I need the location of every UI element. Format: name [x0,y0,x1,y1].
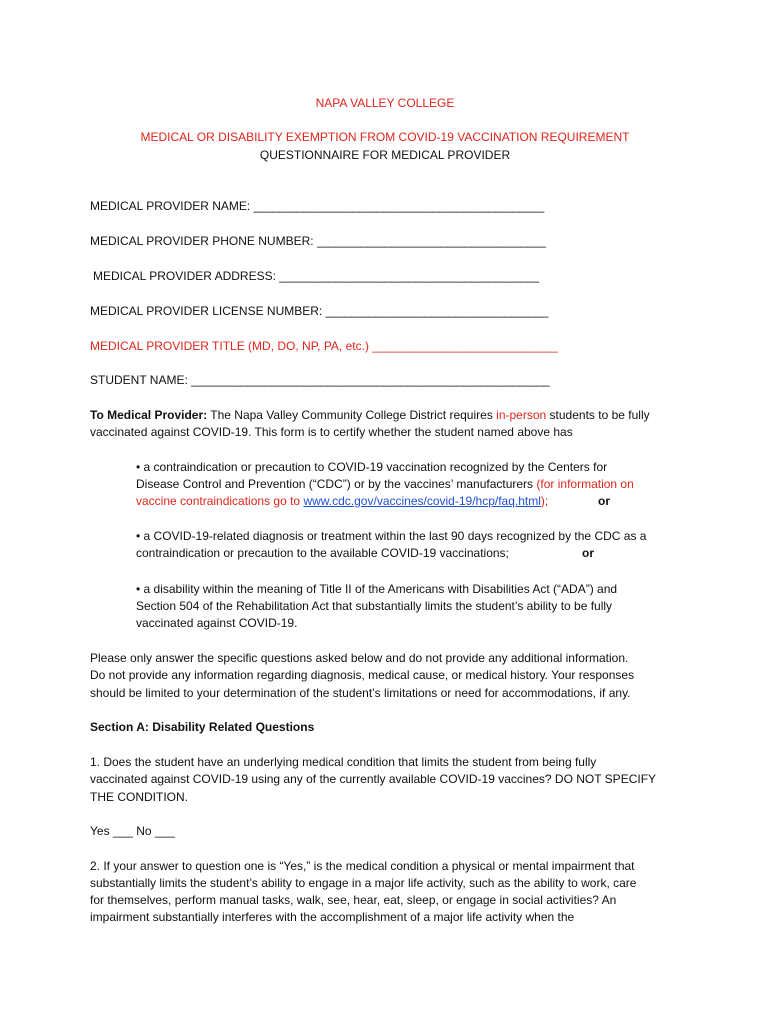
question-2-line-4: impairment substantially interferes with the accomplishment of a major life activity when the [90,910,575,924]
field-label: MEDICAL PROVIDER ADDRESS: [93,269,276,283]
question-1-line-1: 1. Does the student have an underlying medical condition that limits the student from being fully [90,755,597,769]
field-label: MEDICAL PROVIDER NAME: [90,199,251,213]
fill-line: ______________________________ [372,339,558,353]
field-label: MEDICAL PROVIDER PHONE NUMBER: [90,234,314,248]
field-provider-address[interactable] [93,269,539,283]
cdc-faq-link[interactable]: www.cdc.gov/vaccines/covid-19/hcp/faq.html [303,494,541,508]
field-provider-title[interactable] [90,339,558,353]
bullet-2-or: or [582,546,594,560]
field-student-name[interactable] [90,373,549,387]
bullet-3-line-3: vaccinated against COVID-19. [136,616,298,630]
bullet-2-line-2: contraindication or precaution to the available COVID-19 vaccinations; [136,546,509,560]
fill-line: _______________________________________________ [253,199,544,213]
form-subtitle: QUESTIONNAIRE FOR MEDICAL PROVIDER [259,148,511,162]
bullet-1-line-2: Disease Control and Prevention (“CDC”) or by the vaccines’ manufacturers (for information on [136,477,634,491]
bullet-3-line-2: Section 504 of the Rehabilitation Act that substantially limits the student’s ability to be fully [136,599,613,613]
question-2-line-2: substantially limits the student’s ability to engage in a major life activity, such as the ability to work, care [90,876,637,890]
bullet-3-line-1: • a disability within the meaning of Title II of the Americans with Disabilities Act (“ADA”) and [136,582,618,596]
question-2-line-1: 2. If your answer to question one is “Yes,” is the medical condition a physical or mental impairment that [90,859,635,873]
form-title: MEDICAL OR DISABILITY EXEMPTION FROM COVID-19 VACCINATION REQUIREMENT [140,130,630,144]
section-a-heading: Section A: Disability Related Questions [90,720,315,734]
field-label: MEDICAL PROVIDER LICENSE NUMBER: [90,304,323,318]
fill-line: __________________________________________________________ [191,373,550,387]
instructions-line-1: Please only answer the specific questions asked below and do not provide any additional information. [90,651,629,665]
field-provider-name[interactable] [90,199,544,213]
in-person-highlight: in-person [496,408,547,422]
fill-line: ____________________________________ [325,304,548,318]
field-provider-phone[interactable] [90,234,545,248]
yes-no-answer[interactable]: Yes ___ No ___ [90,824,175,838]
instructions-line-2: Do not provide any information regarding diagnosis, medical cause, or medical history. Your responses [90,668,635,682]
college-name: NAPA VALLEY COLLEGE [315,96,455,110]
bullet-1-or: or [598,494,610,508]
field-label: STUDENT NAME: [90,373,188,387]
question-2-line-3: for themselves, perform manual tasks, walk, see, hear, eat, sleep, or engage in social activities? An [90,893,617,907]
fill-line: __________________________________________ [279,269,539,283]
bullet-2-line-1: • a COVID-19-related diagnosis or treatment within the last 90 days recognized by the CDC as a [136,529,647,543]
instructions-line-3: should be limited to your determination of the student’s limitations or need for accommodations, if any. [90,686,631,700]
bullet-1-line-1: • a contraindication or precaution to COVID-19 vaccination recognized by the Centers for [136,460,608,474]
intro-line-2: vaccinated against COVID-19. This form is to certify whether the student named above has [90,425,573,439]
fill-line: _____________________________________ [316,234,546,248]
field-provider-license[interactable] [90,304,548,318]
bullet-1-line-3: vaccine contraindications go to www.cdc.gov/vaccines/covid-19/hcp/faq.html); [136,494,549,508]
field-label: MEDICAL PROVIDER TITLE (MD, DO, NP, PA, etc.) [90,339,369,353]
intro-lead: To Medical Provider: [90,408,208,422]
question-1-line-2: vaccinated against COVID-19 using any of the currently available COVID-19 vaccines? DO NOT SPECIFY [90,772,657,786]
question-1-line-3: THE CONDITION. [90,790,188,804]
intro-line-1: To Medical Provider: The Napa Valley Community College District requires in-person students to be fully [90,408,650,422]
